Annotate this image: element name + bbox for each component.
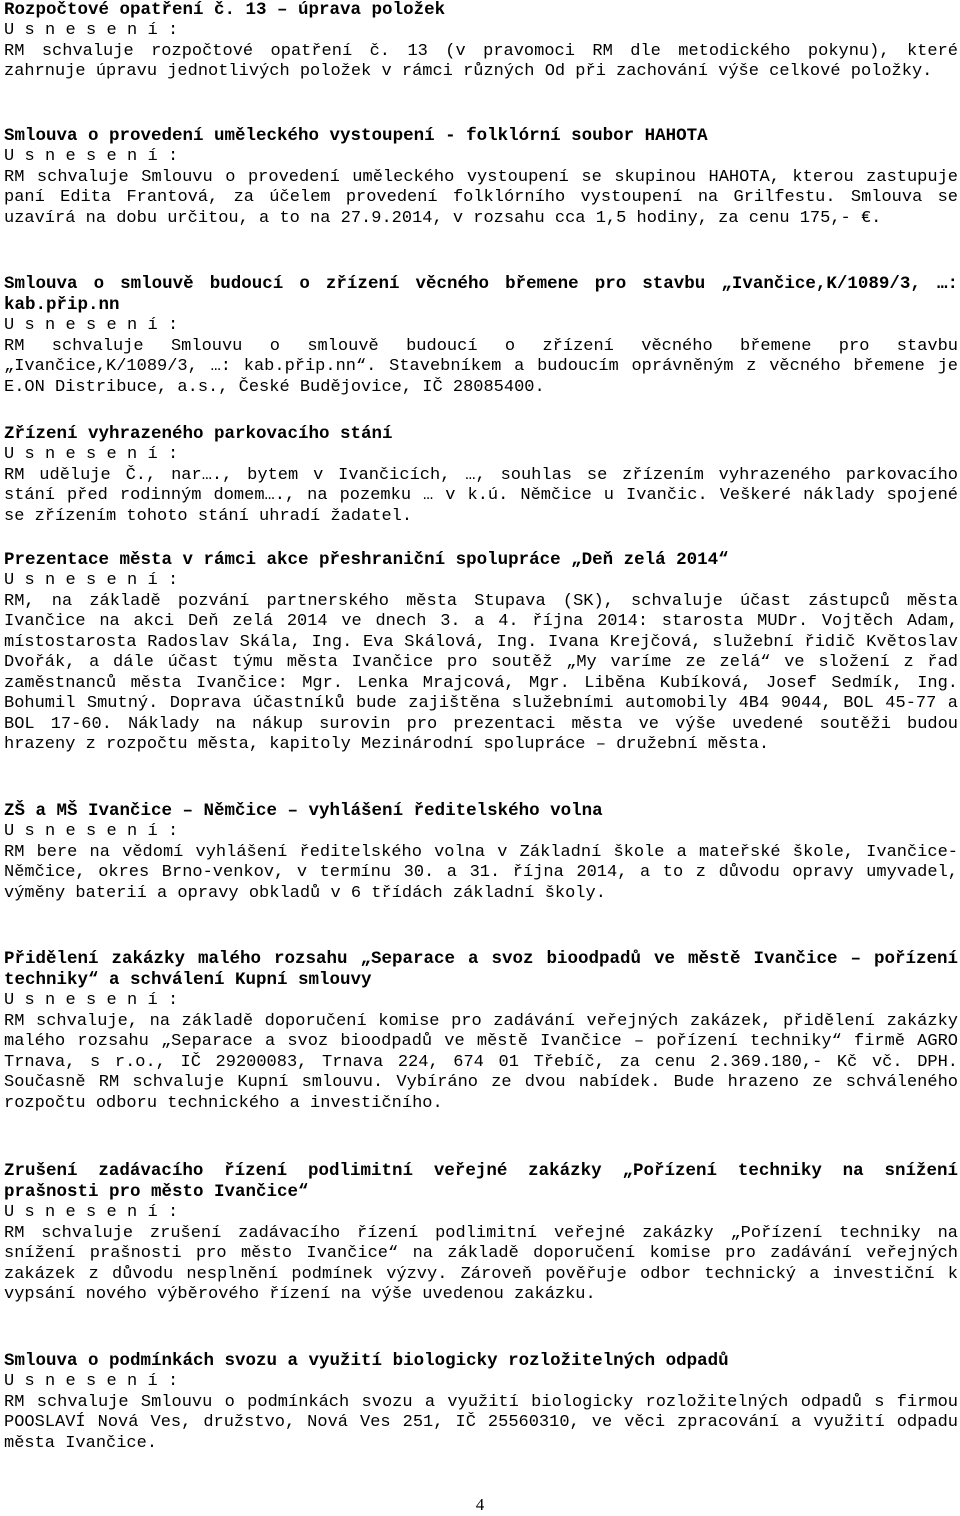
resolution-label: U s n e s e n í : [4, 991, 179, 1010]
section-body: RM schvaluje zrušení zadávacího řízení podlimitní veřejné zakázky „Pořízení techniky na snížení prašnosti pro město Ivančice“ na základě doporučení komise pro zadávání veřejných zakázek z důvodu nesplnění podmínek výzvy. Zároveň pověřuje odbor technický a investiční k vypsání nového výběrového řízení na výše uvedenou zakázku. [4, 1223, 958, 1304]
resolution-den-zela [4, 550, 958, 756]
resolution-biowaste-disposal [4, 1351, 958, 1454]
section-body: RM schvaluje rozpočtové opatření č. 13 (v pravomoci RM dle metodického pokynu), které zahrnuje úpravu jednotlivých položek v rámci různých Od při zachování výše celkové položky. [4, 41, 958, 81]
resolution-parking-space [4, 424, 958, 527]
resolution-tender-cancellation [4, 1161, 958, 1306]
section-body: RM schvaluje Smlouvu o provedení uměleckého vystoupení se skupinou HAHOTA, kterou zastupuje paní Edita Frantová, za účelem provedení folklórního vystoupení na Grilfestu. Smlouva se uzavírá na dobu určitou, a to na 27.9.2014, v rozsahu cca 1,5 hodiny, za cenu 175,- €. [4, 167, 958, 228]
section-title: Zřízení vyhrazeného parkovacího stání [4, 424, 393, 444]
section-body: RM uděluje Č., nar…., bytem v Ivančicích, …, souhlas se zřízením vyhrazeného parkovacího stání před rodinným domem…., na pozemku … v k.ú. Němčice u Ivančic. Veškeré náklady spojené se zřízením tohoto stání uhradí žadatel. [4, 465, 958, 526]
page-number: 4 [475, 1495, 485, 1514]
section-title: Smlouva o smlouvě budoucí o zřízení věcného břemene pro stavbu „Ivančice,K/1089/3, …: kab.přip.nn [4, 274, 958, 315]
section-body: RM, na základě pozvání partnerského města Stupava (SK), schvaluje účast zástupců města Ivančice na akci Deň zelá 2014 ve dnech 3. a 4. října 2014: starosta MUDr. Vojtěch Adam, místostarosta Radoslav Skála, Ing. Eva Skálová, Ing. Ivana Krejčová, služební řidič Květoslav Dvořák, a dále účast týmu města Ivančice pro soutěž „My varíme ze zelá“ ve složení z řad zaměstnanců města Ivančice: Mgr. Lenka Mrajcová, Mgr. Liběna Kubíková, Josef Sedmík, Ing. Bohumil Smutný. Doprava účastníků bude zajištěna služebními automobily 4B4 9044, BOL 45-77 a BOL 17-60. Náklady na nákup surovin pro prezentaci města ve výše uvedené soutěži budou hrazeny z rozpočtu města, kapitoly Mezinárodní spolupráce – družební města. [4, 591, 958, 754]
resolution-label: U s n e s e n í : [4, 571, 179, 590]
resolution-label: U s n e s e n í : [4, 21, 179, 40]
resolution-label: U s n e s e n í : [4, 316, 179, 335]
resolution-label: U s n e s e n í : [4, 147, 179, 166]
resolution-label: U s n e s e n í : [4, 822, 179, 841]
section-body: RM schvaluje Smlouvu o podmínkách svozu a využití biologicky rozložitelných odpadů s firmou POOSLAVÍ Nová Ves, družstvo, Nová Ves 251, IČ 25560310, ve věci zpracování a využití odpadu města Ivančice. [4, 1392, 958, 1453]
section-title: Prezentace města v rámci akce přeshraniční spolupráce „Deň zelá 2014“ [4, 550, 729, 570]
resolution-label: U s n e s e n í : [4, 1203, 179, 1222]
section-body: RM bere na vědomí vyhlášení ředitelského volna v Základní škole a mateřské škole, Ivančice-Němčice, okres Brno-venkov, v termínu 30. a 31. října 2014, a to z důvodu opravy umyvadel, výměny baterií a opravy obkladů v 6 třídách základní školy. [4, 842, 958, 903]
resolution-school-holiday [4, 801, 958, 904]
resolution-budget-measure [4, 0, 958, 83]
section-title: Rozpočtové opatření č. 13 – úprava položek [4, 0, 446, 20]
resolution-label: U s n e s e n í : [4, 1372, 179, 1391]
section-title: Smlouva o podmínkách svozu a využití biologicky rozložitelných odpadů [4, 1351, 729, 1371]
document-page [4, 0, 958, 1453]
resolution-hahota-contract [4, 126, 958, 229]
section-title: ZŠ a MŠ Ivančice – Němčice – vyhlášení ředitelského volna [4, 801, 603, 821]
resolution-label: U s n e s e n í : [4, 445, 179, 464]
resolution-easement-contract [4, 274, 958, 398]
section-title: Smlouva o provedení uměleckého vystoupení - folklórní soubor HAHOTA [4, 126, 708, 146]
section-body: RM schvaluje, na základě doporučení komise pro zadávání veřejných zakázek, přidělení zakázky malého rozsahu „Separace a svoz bioodpadů ve městě Ivančice – pořízení techniky“ firmě AGRO Trnava, s r.o., IČ 29200083, Trnava 224, 674 01 Třebíč, za cenu 2.369.180,- Kč vč. DPH. Současně RM schvaluje Kupní smlouvu. Vybíráno ze dvou nabídek. Bude hrazeno ze schváleného rozpočtu odboru technického a investičního. [4, 1011, 958, 1113]
section-title: Přidělení zakázky malého rozsahu „Separace a svoz bioodpadů ve městě Ivančice – pořízení techniky“ a schválení Kupní smlouvy [4, 949, 958, 990]
resolution-biowaste-contract [4, 949, 958, 1114]
section-body: RM schvaluje Smlouvu o smlouvě budoucí o zřízení věcného břemene pro stavbu „Ivančice,K/1089/3, …: kab.přip.nn“. Stavebníkem a budoucím oprávněným z věcného břemene je E.ON Distribuce, a.s., České Budějovice, IČ 28085400. [4, 336, 958, 397]
section-title: Zrušení zadávacího řízení podlimitní veřejné zakázky „Pořízení techniky na snížení prašnosti pro město Ivančice“ [4, 1161, 958, 1202]
